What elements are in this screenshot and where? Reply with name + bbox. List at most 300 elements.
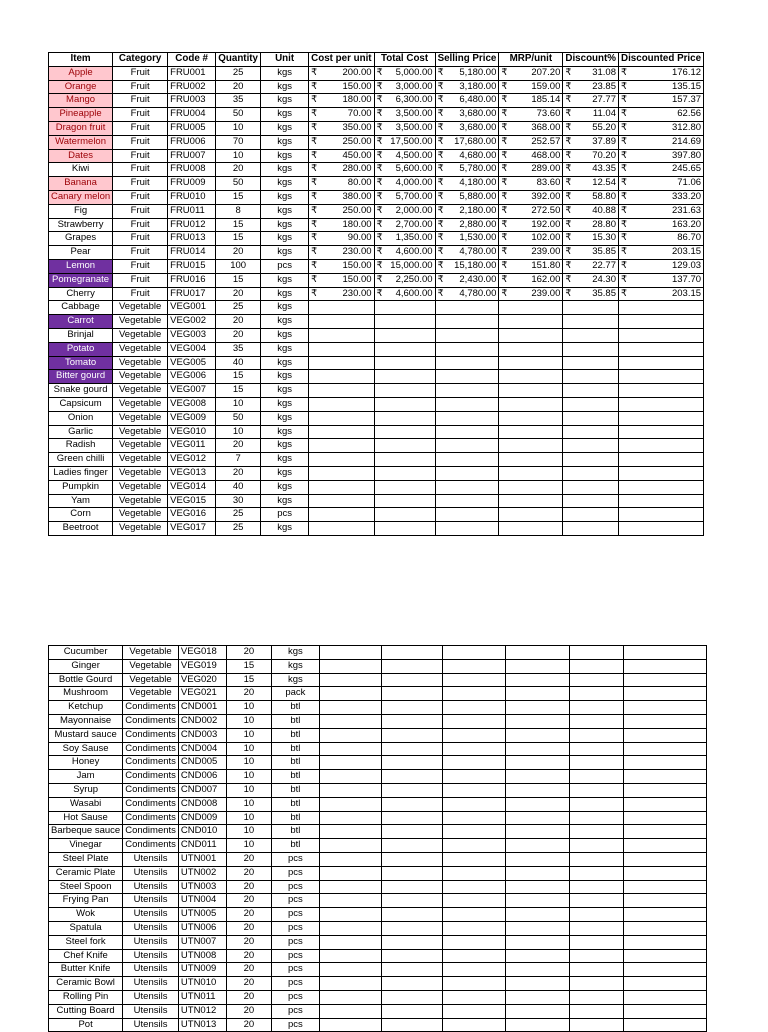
cell-discounted-price[interactable] [623,949,706,963]
cell-total-cost[interactable] [381,687,442,701]
cell-unit[interactable]: kgs [261,342,309,356]
cell-selling-price[interactable] [442,701,505,715]
cell-selling-price[interactable] [435,439,499,453]
cell-cost-per-unit[interactable] [309,370,374,384]
cell-code[interactable]: UTN001 [178,852,226,866]
cell-item[interactable]: Honey [49,756,123,770]
cell-discounted-price[interactable] [623,963,706,977]
cell-total-cost[interactable] [374,232,435,246]
cell-mrp-unit[interactable] [499,453,563,467]
cell-category[interactable]: Vegetable [113,342,168,356]
cell-discounted-price[interactable] [623,825,706,839]
header-discount-percent[interactable]: Discount% [563,53,619,67]
header-discounted-price[interactable]: Discounted Price [619,53,704,67]
cell-total-cost[interactable] [374,328,435,342]
cell-mrp-unit[interactable] [505,783,569,797]
cell-quantity[interactable]: 20 [226,1018,271,1032]
cell-unit[interactable]: kgs [261,246,309,260]
cell-total-cost[interactable] [381,894,442,908]
cell-total-cost[interactable] [374,121,435,135]
cell-discounted-price[interactable] [623,728,706,742]
cell-cost-per-unit[interactable] [319,866,381,880]
cell-category[interactable]: Fruit [113,108,168,122]
cell-cost-per-unit[interactable] [309,177,374,191]
cell-category[interactable]: Vegetable [123,673,179,687]
cell-item[interactable]: Garlic [49,425,113,439]
cell-discount[interactable] [569,977,623,991]
cell-discount[interactable] [569,687,623,701]
cell-discounted-price[interactable] [619,370,704,384]
cell-discount[interactable] [563,232,619,246]
cell-selling-price[interactable] [435,204,499,218]
cell-quantity[interactable]: 20 [216,315,261,329]
cell-category[interactable]: Fruit [113,149,168,163]
cell-mrp-unit[interactable] [499,218,563,232]
cell-unit[interactable]: btl [271,756,319,770]
cell-total-cost[interactable] [381,797,442,811]
cell-cost-per-unit[interactable] [319,742,381,756]
cell-item[interactable]: Apple [49,66,113,80]
cell-cost-per-unit[interactable] [319,935,381,949]
cell-item[interactable]: Pot [49,1018,123,1032]
cell-mrp-unit[interactable] [505,949,569,963]
cell-cost-per-unit[interactable] [319,990,381,1004]
cell-selling-price[interactable] [442,921,505,935]
cell-selling-price[interactable] [435,259,499,273]
cell-discount[interactable] [563,204,619,218]
cell-discount[interactable] [569,990,623,1004]
cell-selling-price[interactable] [435,315,499,329]
cell-unit[interactable]: pcs [271,894,319,908]
cell-code[interactable]: CND011 [178,839,226,853]
cell-discounted-price[interactable] [623,714,706,728]
cell-total-cost[interactable] [374,149,435,163]
cell-unit[interactable]: pcs [271,990,319,1004]
cell-code[interactable]: UTN007 [178,935,226,949]
cell-quantity[interactable]: 15 [226,659,271,673]
cell-item[interactable]: Potato [49,342,113,356]
cell-category[interactable]: Vegetable [113,411,168,425]
cell-quantity[interactable]: 10 [226,825,271,839]
cell-unit[interactable]: kgs [261,94,309,108]
cell-selling-price[interactable] [435,218,499,232]
cell-item[interactable]: Banana [49,177,113,191]
cell-selling-price[interactable] [442,797,505,811]
cell-category[interactable]: Condiments [123,825,179,839]
cell-item[interactable]: Frying Pan [49,894,123,908]
cell-item[interactable]: Steel fork [49,935,123,949]
cell-category[interactable]: Vegetable [113,328,168,342]
cell-mrp-unit[interactable] [505,742,569,756]
cell-discount[interactable] [563,466,619,480]
cell-code[interactable]: CND010 [178,825,226,839]
cell-cost-per-unit[interactable] [309,411,374,425]
cell-discounted-price[interactable] [623,673,706,687]
cell-discounted-price[interactable] [623,935,706,949]
cell-code[interactable]: VEG014 [168,480,216,494]
cell-quantity[interactable]: 8 [216,204,261,218]
cell-total-cost[interactable] [381,949,442,963]
cell-category[interactable]: Fruit [113,218,168,232]
cell-item[interactable]: Steel Spoon [49,880,123,894]
cell-total-cost[interactable] [374,342,435,356]
cell-quantity[interactable]: 20 [226,687,271,701]
cell-discounted-price[interactable] [623,687,706,701]
cell-total-cost[interactable] [374,108,435,122]
cell-quantity[interactable]: 15 [216,232,261,246]
cell-discounted-price[interactable] [619,356,704,370]
cell-category[interactable]: Utensils [123,990,179,1004]
cell-item[interactable]: Pear [49,246,113,260]
cell-selling-price[interactable] [435,370,499,384]
cell-code[interactable]: UTN011 [178,990,226,1004]
cell-discount[interactable] [563,149,619,163]
cell-total-cost[interactable] [374,80,435,94]
cell-discount[interactable] [563,135,619,149]
cell-category[interactable]: Utensils [123,866,179,880]
cell-discounted-price[interactable] [623,990,706,1004]
cell-mrp-unit[interactable] [499,273,563,287]
cell-discount[interactable] [569,866,623,880]
cell-quantity[interactable]: 25 [216,301,261,315]
cell-mrp-unit[interactable] [499,108,563,122]
cell-selling-price[interactable] [435,522,499,536]
cell-unit[interactable]: kgs [261,232,309,246]
cell-unit[interactable]: pack [271,687,319,701]
cell-code[interactable]: FRU015 [168,259,216,273]
cell-selling-price[interactable] [442,894,505,908]
cell-selling-price[interactable] [442,756,505,770]
cell-unit[interactable]: kgs [261,80,309,94]
cell-total-cost[interactable] [374,494,435,508]
cell-unit[interactable]: kgs [261,480,309,494]
cell-selling-price[interactable] [435,273,499,287]
cell-unit[interactable]: kgs [261,411,309,425]
cell-cost-per-unit[interactable] [309,384,374,398]
cell-item[interactable]: Spatula [49,921,123,935]
cell-discounted-price[interactable] [619,94,704,108]
cell-discount[interactable] [569,894,623,908]
cell-item[interactable]: Vinegar [49,839,123,853]
cell-cost-per-unit[interactable] [319,673,381,687]
cell-cost-per-unit[interactable] [319,811,381,825]
cell-unit[interactable]: pcs [271,866,319,880]
cell-discounted-price[interactable] [623,770,706,784]
cell-cost-per-unit[interactable] [319,783,381,797]
cell-item[interactable]: Orange [49,80,113,94]
cell-mrp-unit[interactable] [499,370,563,384]
cell-code[interactable]: VEG017 [168,522,216,536]
cell-category[interactable]: Utensils [123,977,179,991]
cell-total-cost[interactable] [381,811,442,825]
cell-mrp-unit[interactable] [499,259,563,273]
cell-total-cost[interactable] [381,701,442,715]
cell-selling-price[interactable] [435,177,499,191]
cell-total-cost[interactable] [374,66,435,80]
cell-discounted-price[interactable] [619,108,704,122]
cell-item[interactable]: Jam [49,770,123,784]
cell-code[interactable]: FRU005 [168,121,216,135]
cell-cost-per-unit[interactable] [309,453,374,467]
cell-selling-price[interactable] [442,977,505,991]
cell-item[interactable]: Pomegranate [49,273,113,287]
cell-mrp-unit[interactable] [499,508,563,522]
cell-cost-per-unit[interactable] [309,522,374,536]
cell-discounted-price[interactable] [619,80,704,94]
cell-discount[interactable] [569,756,623,770]
cell-total-cost[interactable] [381,921,442,935]
cell-total-cost[interactable] [381,866,442,880]
cell-mrp-unit[interactable] [499,149,563,163]
cell-unit[interactable]: kgs [261,121,309,135]
cell-selling-price[interactable] [435,246,499,260]
cell-mrp-unit[interactable] [505,756,569,770]
cell-discount[interactable] [569,728,623,742]
cell-selling-price[interactable] [435,425,499,439]
cell-mrp-unit[interactable] [505,894,569,908]
cell-cost-per-unit[interactable] [309,356,374,370]
cell-selling-price[interactable] [435,232,499,246]
cell-total-cost[interactable] [374,480,435,494]
cell-mrp-unit[interactable] [505,908,569,922]
cell-quantity[interactable]: 20 [226,894,271,908]
cell-total-cost[interactable] [381,825,442,839]
cell-quantity[interactable]: 20 [216,287,261,301]
cell-cost-per-unit[interactable] [309,480,374,494]
cell-total-cost[interactable] [381,990,442,1004]
cell-discount[interactable] [563,522,619,536]
cell-code[interactable]: CND007 [178,783,226,797]
cell-code[interactable]: VEG003 [168,328,216,342]
cell-mrp-unit[interactable] [499,204,563,218]
cell-item[interactable]: Grapes [49,232,113,246]
cell-category[interactable]: Vegetable [123,659,179,673]
cell-selling-price[interactable] [435,356,499,370]
cell-category[interactable]: Utensils [123,949,179,963]
cell-total-cost[interactable] [381,646,442,660]
cell-discount[interactable] [569,1018,623,1032]
cell-selling-price[interactable] [442,852,505,866]
cell-total-cost[interactable] [381,756,442,770]
cell-code[interactable]: FRU002 [168,80,216,94]
cell-selling-price[interactable] [442,659,505,673]
cell-unit[interactable]: kgs [261,66,309,80]
cell-quantity[interactable]: 20 [216,466,261,480]
cell-code[interactable]: UTN010 [178,977,226,991]
cell-total-cost[interactable] [374,425,435,439]
cell-quantity[interactable]: 20 [226,977,271,991]
cell-unit[interactable]: pcs [271,1018,319,1032]
cell-discount[interactable] [563,370,619,384]
cell-unit[interactable]: btl [271,797,319,811]
cell-quantity[interactable]: 30 [216,494,261,508]
cell-unit[interactable]: kgs [271,659,319,673]
cell-mrp-unit[interactable] [499,356,563,370]
cell-discount[interactable] [563,356,619,370]
cell-category[interactable]: Vegetable [113,356,168,370]
cell-discount[interactable] [569,935,623,949]
cell-code[interactable]: CND006 [178,770,226,784]
cell-cost-per-unit[interactable] [309,273,374,287]
cell-quantity[interactable]: 20 [226,866,271,880]
cell-code[interactable]: CND004 [178,742,226,756]
cell-total-cost[interactable] [381,728,442,742]
cell-code[interactable]: UTN008 [178,949,226,963]
cell-total-cost[interactable] [381,673,442,687]
cell-total-cost[interactable] [374,439,435,453]
cell-mrp-unit[interactable] [499,397,563,411]
cell-quantity[interactable]: 15 [216,384,261,398]
cell-total-cost[interactable] [381,742,442,756]
cell-item[interactable]: Ceramic Plate [49,866,123,880]
cell-code[interactable]: UTN003 [178,880,226,894]
cell-code[interactable]: VEG020 [178,673,226,687]
cell-discount[interactable] [569,839,623,853]
cell-item[interactable]: Mayonnaise [49,714,123,728]
cell-cost-per-unit[interactable] [319,908,381,922]
cell-cost-per-unit[interactable] [309,121,374,135]
cell-quantity[interactable]: 10 [216,425,261,439]
cell-selling-price[interactable] [435,121,499,135]
cell-selling-price[interactable] [435,466,499,480]
cell-unit[interactable]: pcs [271,935,319,949]
cell-discount[interactable] [569,646,623,660]
cell-code[interactable]: FRU006 [168,135,216,149]
cell-discounted-price[interactable] [619,411,704,425]
cell-quantity[interactable]: 20 [226,963,271,977]
cell-unit[interactable]: kgs [271,673,319,687]
cell-item[interactable]: Mushroom [49,687,123,701]
cell-quantity[interactable]: 25 [216,66,261,80]
cell-discounted-price[interactable] [619,328,704,342]
cell-quantity[interactable]: 15 [226,673,271,687]
cell-discount[interactable] [569,963,623,977]
cell-discount[interactable] [563,384,619,398]
cell-total-cost[interactable] [381,880,442,894]
cell-total-cost[interactable] [374,315,435,329]
cell-code[interactable]: CND008 [178,797,226,811]
cell-unit[interactable]: kgs [261,453,309,467]
cell-mrp-unit[interactable] [505,770,569,784]
cell-unit[interactable]: btl [271,701,319,715]
cell-discount[interactable] [563,177,619,191]
cell-total-cost[interactable] [381,839,442,853]
cell-selling-price[interactable] [442,1018,505,1032]
cell-discounted-price[interactable] [619,246,704,260]
cell-quantity[interactable]: 15 [216,273,261,287]
cell-cost-per-unit[interactable] [309,218,374,232]
cell-quantity[interactable]: 15 [216,190,261,204]
cell-selling-price[interactable] [442,825,505,839]
cell-code[interactable]: FRU010 [168,190,216,204]
cell-total-cost[interactable] [381,714,442,728]
cell-discounted-price[interactable] [619,121,704,135]
cell-code[interactable]: VEG001 [168,301,216,315]
cell-discounted-price[interactable] [619,66,704,80]
cell-item[interactable]: Ginger [49,659,123,673]
cell-mrp-unit[interactable] [505,977,569,991]
cell-code[interactable]: FRU011 [168,204,216,218]
cell-mrp-unit[interactable] [499,425,563,439]
cell-discount[interactable] [563,301,619,315]
cell-quantity[interactable]: 20 [226,908,271,922]
cell-code[interactable]: VEG011 [168,439,216,453]
cell-category[interactable]: Fruit [113,177,168,191]
cell-total-cost[interactable] [381,1018,442,1032]
cell-mrp-unit[interactable] [505,797,569,811]
cell-unit[interactable]: kgs [261,273,309,287]
cell-selling-price[interactable] [442,714,505,728]
cell-item[interactable]: Kiwi [49,163,113,177]
cell-total-cost[interactable] [374,301,435,315]
cell-unit[interactable]: pcs [261,508,309,522]
cell-cost-per-unit[interactable] [319,880,381,894]
cell-code[interactable]: FRU003 [168,94,216,108]
cell-category[interactable]: Fruit [113,66,168,80]
cell-item[interactable]: Mustard sauce [49,728,123,742]
cell-discount[interactable] [563,121,619,135]
header-code[interactable]: Code # [168,53,216,67]
cell-quantity[interactable]: 35 [216,94,261,108]
cell-quantity[interactable]: 10 [226,797,271,811]
cell-discount[interactable] [569,701,623,715]
cell-selling-price[interactable] [442,880,505,894]
cell-mrp-unit[interactable] [505,728,569,742]
cell-discounted-price[interactable] [623,866,706,880]
cell-category[interactable]: Fruit [113,259,168,273]
cell-quantity[interactable]: 20 [226,935,271,949]
cell-quantity[interactable]: 70 [216,135,261,149]
cell-code[interactable]: UTN006 [178,921,226,935]
cell-cost-per-unit[interactable] [309,135,374,149]
cell-category[interactable]: Condiments [123,701,179,715]
cell-total-cost[interactable] [374,218,435,232]
cell-discounted-price[interactable] [619,508,704,522]
cell-discount[interactable] [563,287,619,301]
cell-code[interactable]: VEG007 [168,384,216,398]
cell-discount[interactable] [563,66,619,80]
cell-cost-per-unit[interactable] [319,659,381,673]
cell-cost-per-unit[interactable] [309,466,374,480]
cell-cost-per-unit[interactable] [319,963,381,977]
cell-cost-per-unit[interactable] [309,246,374,260]
cell-item[interactable]: Beetroot [49,522,113,536]
cell-code[interactable]: VEG006 [168,370,216,384]
cell-total-cost[interactable] [374,259,435,273]
cell-code[interactable]: VEG018 [178,646,226,660]
cell-unit[interactable]: kgs [261,190,309,204]
header-selling-price[interactable]: Selling Price [435,53,499,67]
cell-quantity[interactable]: 20 [216,80,261,94]
cell-unit[interactable]: kgs [261,301,309,315]
cell-mrp-unit[interactable] [505,1018,569,1032]
cell-unit[interactable]: kgs [261,218,309,232]
cell-mrp-unit[interactable] [499,287,563,301]
cell-unit[interactable]: kgs [261,135,309,149]
cell-item[interactable]: Yam [49,494,113,508]
cell-cost-per-unit[interactable] [319,646,381,660]
cell-discounted-price[interactable] [619,384,704,398]
cell-discounted-price[interactable] [619,232,704,246]
cell-mrp-unit[interactable] [499,80,563,94]
cell-selling-price[interactable] [442,963,505,977]
cell-quantity[interactable]: 25 [216,508,261,522]
cell-total-cost[interactable] [374,163,435,177]
cell-item[interactable]: Steel Plate [49,852,123,866]
cell-unit[interactable]: pcs [271,852,319,866]
cell-unit[interactable]: kgs [261,494,309,508]
cell-quantity[interactable]: 10 [226,756,271,770]
